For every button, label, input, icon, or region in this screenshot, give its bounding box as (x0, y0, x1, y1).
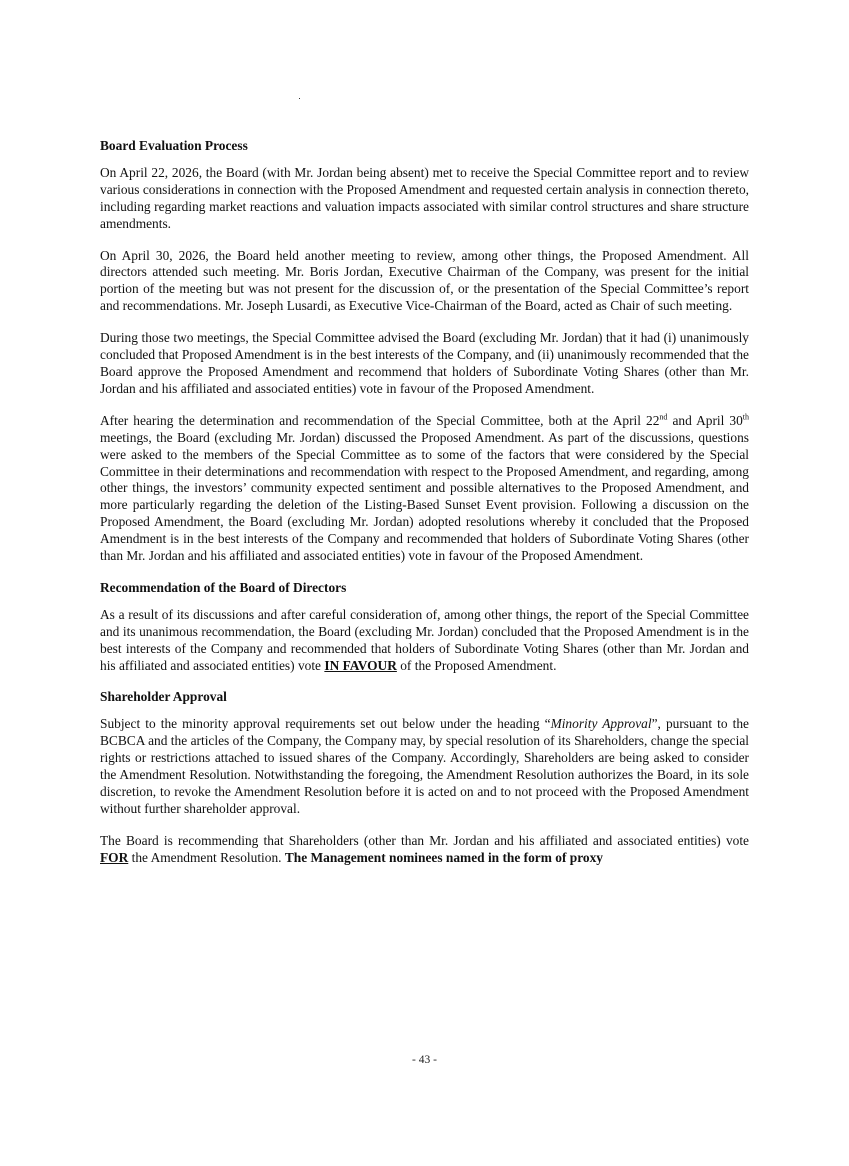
text-run: ”, pursuant to the BCBCA and the articles of the Company, the Company may, by special resolution of its Shareholders, change the special rights or restrictions attached to issued shares of the Company. Accordingly, Shareholders are being asked to consider the Amendment Resolution. Notwithstanding the foregoing, the Amendment Resolution authorizes the Board, in its sole discretion, to revoke the Amendment Resolution before it is acted on and to not proceed with the Proposed Amendment without further shareholder approval. (100, 716, 749, 816)
text-run: the Amendment Resolution. (128, 849, 285, 865)
emphasis-for: FOR (100, 849, 129, 865)
italic-term: Minority Approval (550, 716, 652, 732)
document-body (100, 138, 749, 882)
paragraph: During those two meetings, the Special Committee advised the Board (excluding Mr. Jordan) that it had (i) unanimously concluded that Proposed Amendment is in the best interests of the Company, and (ii) unanimously recommended that the Board approve the Proposed Amendment and recommend that holders of Subordinate Voting Shares (other than Mr. Jordan and his affiliated and associated entities) vote in favour of the Proposed Amendment. (100, 330, 749, 396)
paragraph (100, 607, 749, 675)
text-run: As a result of its discussions and after careful consideration of, among other things, the report of the Special Committee and its unanimous recommendation, the Board (excluding Mr. Jordan) concluded that the Proposed Amendment is in the best interests of the Company and recommended that holders of Subordinate Voting Shares (other than Mr. Jordan and his affiliated and associated entities) vote (100, 606, 749, 673)
section-heading-shareholder-approval: Shareholder Approval (100, 689, 227, 705)
emphasis-in-favour: IN FAVOUR (324, 657, 397, 673)
paragraph: On April 22, 2026, the Board (with Mr. Jordan being absent) met to receive the Special Committee report and to review various considerations in connection with the Proposed Amendment and requested certain analysis in connection thereto, including regarding market reactions and valuation impacts associated with similar control structures and share structure amendments. (100, 164, 749, 231)
text-run: After hearing the determination and recommendation of the Special Committee, both at the April 22 (100, 412, 660, 428)
section-heading-board-evaluation: Board Evaluation Process (100, 138, 248, 153)
text-run: Subject to the minority approval requirements set out below under the heading “ (100, 716, 551, 732)
section-heading-recommendation: Recommendation of the Board of Directors (100, 579, 347, 595)
bold-text: The Management nominees named in the form of proxy (284, 849, 603, 865)
paragraph (100, 413, 749, 565)
text-run: The Board is recommending that Shareholders (other than Mr. Jordan and his affiliated and associated entities) vote (100, 832, 749, 848)
text-run: and April 30 (667, 412, 743, 428)
text-run: of the Proposed Amendment. (396, 657, 557, 673)
paragraph (100, 833, 749, 867)
ordinal-suffix: nd (659, 412, 668, 422)
ordinal-suffix: th (742, 412, 750, 422)
paragraph (100, 716, 749, 817)
stray-mark (299, 98, 300, 99)
page-number: - 43 - (412, 1054, 437, 1066)
paragraph: On April 30, 2026, the Board held another meeting to review, among other things, the Proposed Amendment. All directors attended such meeting. Mr. Boris Jordan, Executive Chairman of the Company, was present for the initial portion of the meeting but was not present for the discussion of, or the presentation of the Special Committee’s report and recommendations. Mr. Joseph Lusardi, as Executive Vice-Chairman of the Board, acted as Chair of such meeting. (100, 247, 749, 314)
text-run: meetings, the Board (excluding Mr. Jordan) discussed the Proposed Amendment. As part of the discussions, questions were asked to the members of the Special Committee as to some of the factors that were considered by the Special Committee in their determinations and recommendation with respect to the Proposed Amendment, and regarding, among other things, the investors’ community expected sentiment and possible alternatives to the Proposed Amendment, and more particularly regarding the deletion of the Listing-Based Sunset Event provision. Following a discussion on the Proposed Amendment, the Board (excluding Mr. Jordan) adopted resolutions whereby it concluded that the Proposed Amendment is in the best interests of the Company and recommended that holders of Subordinate Voting Shares (other than Mr. Jordan and his affiliated and associated entities) vote in favour of the Proposed Amendment. (100, 429, 749, 564)
